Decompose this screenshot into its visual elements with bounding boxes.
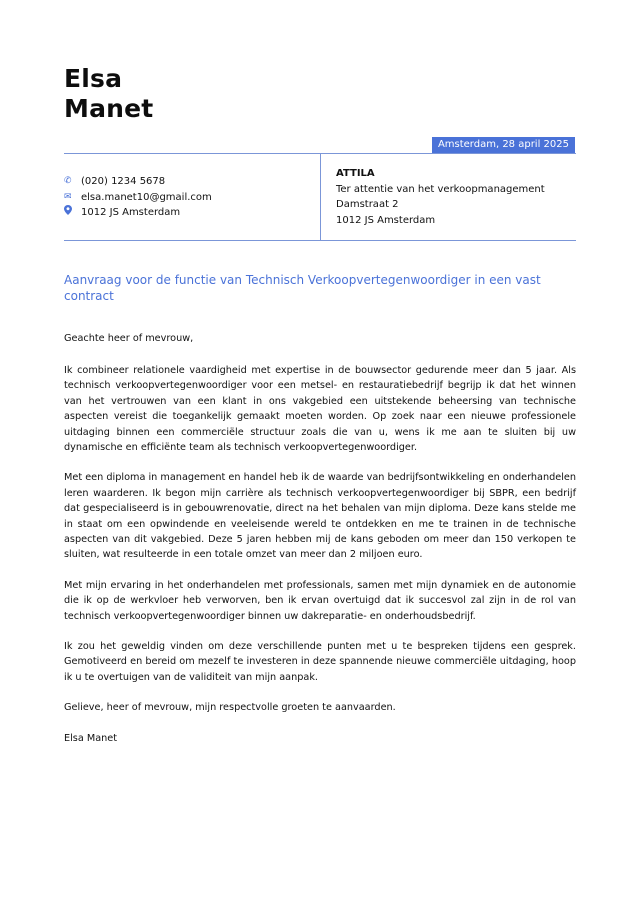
- phone-number: (020) 1234 5678: [81, 176, 166, 188]
- contact-details: [64, 174, 314, 221]
- recipient-street: Damstraat 2: [336, 199, 399, 211]
- body-paragraph: Met een diploma in management en handel heb ik de waarde van bedrijfsontwikkeling en onderhandelen leren waarderen. Ik begon mijn carrière als technisch verkoopvertegenwoordiger bij SBPR, een bedrijf dat gespecialiseerd is in gebouwrenovatie, direct na het behalen van mijn diploma. Deze kans stelde me in staat om een opwindende en veeleisende wereld te ontdekken en me te trainen in de technische aspecten van dit vakgebied. Deze 5 jaren hebben mij de kans geboden om meer dan 150 verkopen te sluiten, wat resulteerde in een totale omzet van meer dan 2 miljoen euro.: [64, 472, 576, 561]
- body-paragraph: Ik zou het geweldig vinden om deze verschillende punten met u te bespreken tijdens een gesprek. Gemotiveerd en bereid om mezelf te investeren in deze spannende nieuwe commerciële uitdaging, hoop ik u te overtuigen van de validiteit van mijn aanpak.: [64, 641, 576, 683]
- letter-subject: Aanvraag voor de functie van Technisch Verkoopvertegenwoordiger in een vast contract: [64, 273, 541, 303]
- signature: Elsa Manet: [64, 732, 118, 744]
- recipient-attention: Ter attentie van het verkoopmanagement: [336, 183, 545, 195]
- recipient-block: [336, 166, 576, 229]
- applicant-first-name: Elsa: [64, 64, 123, 93]
- postal-address: 1012 JS Amsterdam: [81, 207, 181, 219]
- header-divider-vertical: [320, 153, 321, 241]
- contact-email: [64, 190, 314, 206]
- envelope-icon: ✉: [64, 191, 72, 202]
- letter-body: [64, 331, 576, 761]
- applicant-last-name: Manet: [64, 94, 154, 123]
- email-address: elsa.manet10@gmail.com: [81, 191, 212, 203]
- date-badge: Amsterdam, 28 april 2025: [432, 137, 575, 153]
- header-divider-bottom: [64, 240, 576, 241]
- closing-line: Gelieve, heer of mevrouw, mijn respectvolle groeten te aanvaarden.: [64, 702, 396, 714]
- contact-phone: [64, 174, 314, 190]
- applicant-name: [64, 64, 364, 124]
- contact-address: [64, 205, 314, 221]
- recipient-company: ATTILA: [336, 168, 375, 179]
- phone-icon: ✆: [64, 176, 72, 187]
- recipient-city: 1012 JS Amsterdam: [336, 215, 436, 227]
- salutation: Geachte heer of mevrouw,: [64, 333, 194, 344]
- body-paragraph: Met mijn ervaring in het onderhandelen met professionals, samen met mijn dynamiek en de autonomie die ik op de werkvloer heb verworven, ben ik ervan overtuigd dat ik succesvol zal zijn in de rol van technisch verkoopvertegenwoordiger binnen uw dakreparatie- en onderhoudsbedrijf.: [64, 579, 576, 622]
- body-paragraph: Ik combineer relationele vaardigheid met expertise in de bouwsector gedurende meer dan 5 jaar. Als technisch verkoopvertegenwoordiger voor een metsel- en restauratiebedrijf begrijp ik dat het winnen van het vertrouwen van een klant in ons vakgebied een uitstekende beheersing van technische aspecten vereist die toegankelijk gemaakt moeten worden. Op zoek naar een nieuwe professionele uitdaging binnen een commerciële structuur zoals die van u, wens ik me aan te sluiten bij uw dynamische en efficiënte team als technisch verkoopvertegenwoordiger.: [64, 364, 576, 453]
- location-pin-icon: [64, 205, 81, 221]
